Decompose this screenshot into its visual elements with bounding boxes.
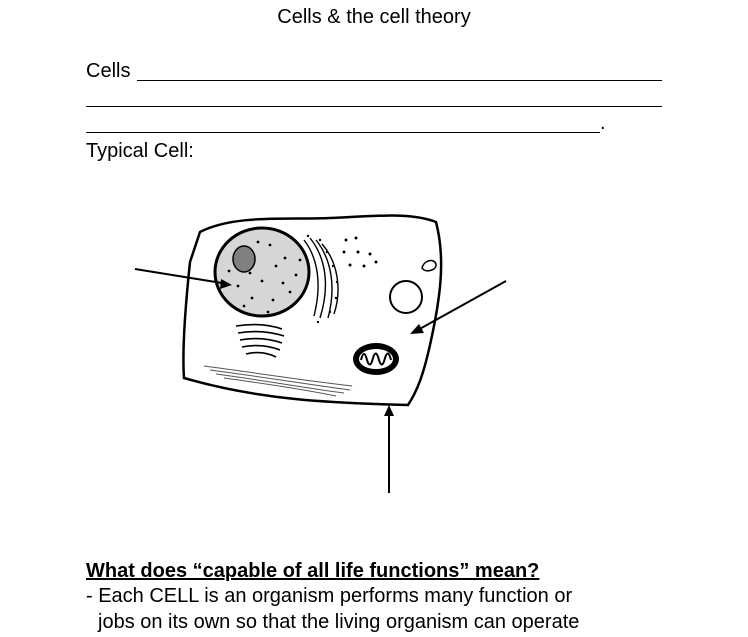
- mitochondrion: [353, 343, 399, 375]
- arrow-to-membrane: [384, 405, 394, 493]
- answer-line-1: - Each CELL is an organism performs many function or: [86, 585, 573, 607]
- cells-label: Cells: [86, 60, 131, 82]
- vacuole: [390, 281, 422, 313]
- arrow-to-cytoplasm: [410, 281, 506, 334]
- question-heading: What does “capable of all life functions” mean?: [86, 560, 540, 582]
- ribosomes: [343, 237, 378, 268]
- cell-membrane: [183, 216, 441, 406]
- vesicle: [422, 261, 436, 271]
- page-title: Cells & the cell theory: [277, 6, 471, 28]
- cytoskeleton-lines: [204, 366, 352, 396]
- nucleus: [215, 228, 309, 316]
- typical-cell-label: Typical Cell:: [86, 140, 194, 162]
- golgi-apparatus: [236, 325, 284, 357]
- answer-line-2: jobs on its own so that the living organism can operate: [98, 611, 580, 633]
- line-end-period: .: [600, 112, 606, 134]
